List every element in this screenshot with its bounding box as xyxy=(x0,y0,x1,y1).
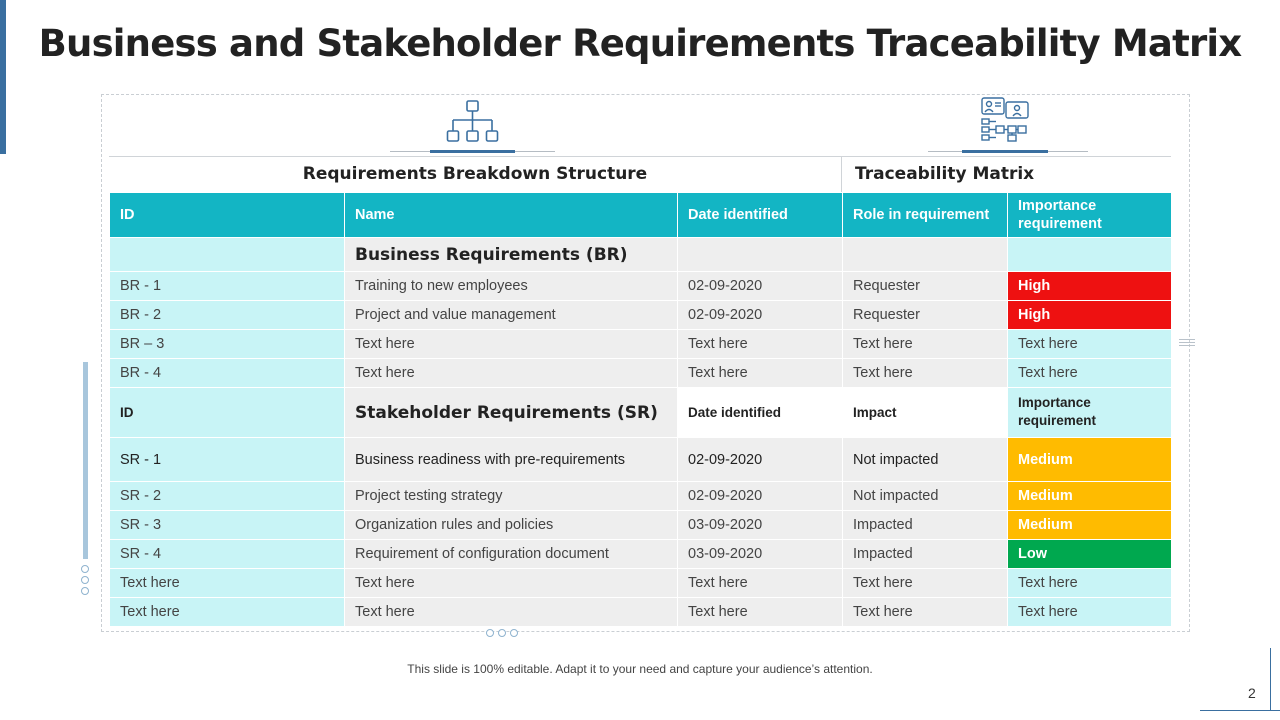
sr-header-date: Date identified xyxy=(678,388,843,438)
bottom-dot xyxy=(486,629,494,637)
row-date: Text here xyxy=(678,359,843,388)
row-id: BR - 1 xyxy=(110,272,345,301)
resize-handle xyxy=(1179,339,1195,340)
row-name: Training to new employees xyxy=(345,272,678,301)
sr-header-id: ID xyxy=(110,388,345,438)
sr-header-importance: Importance requirement xyxy=(1008,388,1172,438)
row-date: 02-09-2020 xyxy=(678,482,843,511)
page-number-line-horizontal xyxy=(1200,710,1280,711)
table-row xyxy=(110,301,1172,330)
icon-underline-right xyxy=(962,150,1048,153)
table-cell xyxy=(843,238,1008,272)
table-row xyxy=(110,438,1172,482)
header-name: Name xyxy=(345,193,678,238)
table-row xyxy=(110,569,1172,598)
header-role: Role in requirement xyxy=(843,193,1008,238)
importance-badge: Medium xyxy=(1008,511,1172,540)
row-date: 02-09-2020 xyxy=(678,301,843,330)
row-role: Text here xyxy=(843,359,1008,388)
section-heading-left: Requirements Breakdown Structure xyxy=(302,164,648,184)
row-name: Text here xyxy=(345,359,678,388)
row-name: Text here xyxy=(345,330,678,359)
table-row xyxy=(110,330,1172,359)
table-header-row xyxy=(110,193,1172,238)
header-id: ID xyxy=(110,193,345,238)
row-date: 03-09-2020 xyxy=(678,540,843,569)
row-role: Text here xyxy=(843,330,1008,359)
row-importance: Text here xyxy=(1008,569,1172,598)
row-importance: Text here xyxy=(1008,359,1172,388)
section-heading-right: Traceability Matrix xyxy=(855,164,1035,184)
row-importance: Text here xyxy=(1008,598,1172,627)
table-row xyxy=(110,540,1172,569)
sr-header-row xyxy=(110,388,1172,438)
row-name: Text here xyxy=(345,569,678,598)
row-date: 02-09-2020 xyxy=(678,438,843,482)
row-role: Requester xyxy=(843,272,1008,301)
row-date: Text here xyxy=(678,330,843,359)
row-date: Text here xyxy=(678,598,843,627)
table-row xyxy=(110,511,1172,540)
row-id: Text here xyxy=(110,598,345,627)
bottom-dot xyxy=(498,629,506,637)
row-id: SR - 3 xyxy=(110,511,345,540)
row-impact: Text here xyxy=(843,569,1008,598)
resize-handle xyxy=(1179,342,1195,343)
header-importance: Importance requirement xyxy=(1008,193,1172,238)
row-impact: Impacted xyxy=(843,540,1008,569)
section-separator xyxy=(841,156,842,192)
row-impact: Not impacted xyxy=(843,438,1008,482)
table-row xyxy=(110,482,1172,511)
row-name: Project and value management xyxy=(345,301,678,330)
importance-badge: Medium xyxy=(1008,438,1172,482)
row-id: SR - 2 xyxy=(110,482,345,511)
br-heading-row xyxy=(110,238,1172,272)
bottom-dot xyxy=(510,629,518,637)
importance-badge: High xyxy=(1008,301,1172,330)
table-cell xyxy=(678,238,843,272)
side-dot xyxy=(81,576,89,584)
row-date: 03-09-2020 xyxy=(678,511,843,540)
row-importance: Text here xyxy=(1008,330,1172,359)
row-impact: Text here xyxy=(843,598,1008,627)
side-dot xyxy=(81,587,89,595)
page-number: 2 xyxy=(1248,685,1256,701)
row-id: SR - 1 xyxy=(110,438,345,482)
row-id: BR - 2 xyxy=(110,301,345,330)
row-impact: Not impacted xyxy=(843,482,1008,511)
br-heading: Business Requirements (BR) xyxy=(345,238,678,272)
table-cell xyxy=(1008,238,1172,272)
row-id: Text here xyxy=(110,569,345,598)
row-name: Requirement of configuration document xyxy=(345,540,678,569)
table-row xyxy=(110,359,1172,388)
row-name: Project testing strategy xyxy=(345,482,678,511)
traceability-table xyxy=(109,192,1172,627)
row-name: Business readiness with pre-requirements xyxy=(345,438,678,482)
table-cell xyxy=(110,238,345,272)
header-date: Date identified xyxy=(678,193,843,238)
side-dot xyxy=(81,565,89,573)
row-id: SR - 4 xyxy=(110,540,345,569)
importance-badge: Medium xyxy=(1008,482,1172,511)
row-id: BR – 3 xyxy=(110,330,345,359)
importance-badge: High xyxy=(1008,272,1172,301)
importance-badge: Low xyxy=(1008,540,1172,569)
section-divider xyxy=(109,156,1171,157)
side-scroll-bar xyxy=(83,362,88,559)
table-row xyxy=(110,272,1172,301)
sr-header-impact: Impact xyxy=(843,388,1008,438)
page-number-line-vertical xyxy=(1270,648,1271,710)
row-id: BR - 4 xyxy=(110,359,345,388)
row-date: Text here xyxy=(678,569,843,598)
table-row xyxy=(110,598,1172,627)
sr-heading: Stakeholder Requirements (SR) xyxy=(345,388,678,438)
row-name: Text here xyxy=(345,598,678,627)
row-role: Requester xyxy=(843,301,1008,330)
resize-handle xyxy=(1179,345,1195,346)
traceability-people-icon xyxy=(978,96,1032,151)
icon-underline-left xyxy=(430,150,515,153)
row-impact: Impacted xyxy=(843,511,1008,540)
footer-note: This slide is 100% editable. Adapt it to your need and capture your audience’s attention. xyxy=(407,662,873,676)
row-date: 02-09-2020 xyxy=(678,272,843,301)
hierarchy-icon xyxy=(441,98,505,151)
row-name: Organization rules and policies xyxy=(345,511,678,540)
page-title: Business and Stakeholder Requirements Traceability Matrix xyxy=(38,22,1242,65)
